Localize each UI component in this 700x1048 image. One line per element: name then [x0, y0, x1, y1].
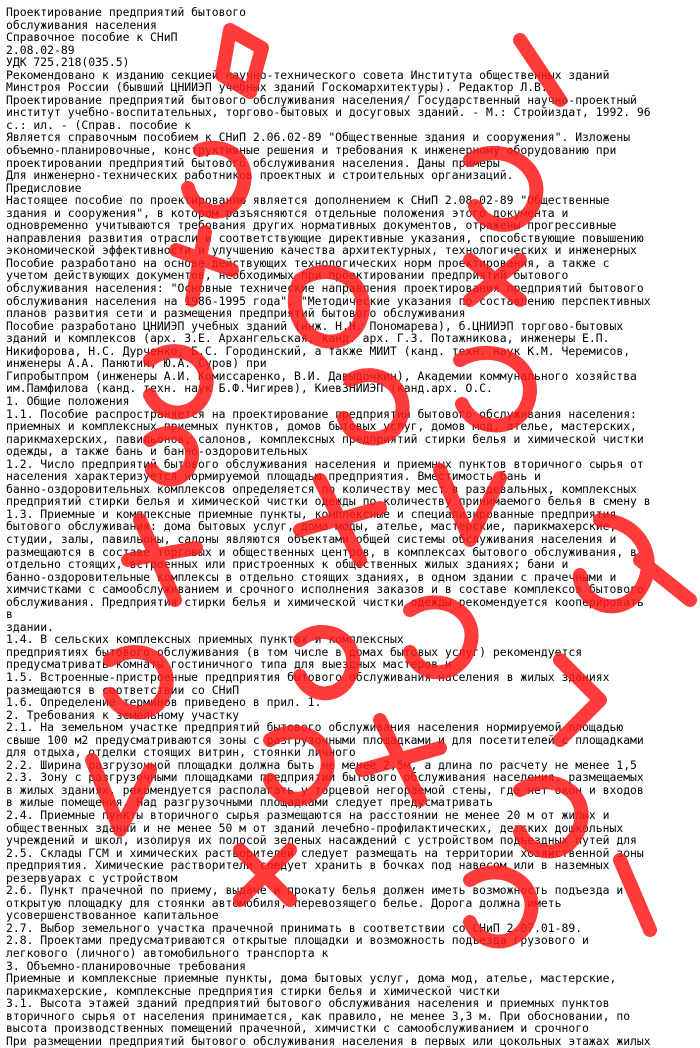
text-line: Гипробытпром (инженеры А.И. Комиссаренко, В.И. Давыдочкин), Академии коммунального хозяйства: [6, 368, 637, 383]
text-line: легкового (личного) автомобильного транспорта к: [6, 946, 329, 961]
text-line: Предисловие: [6, 180, 82, 195]
text-line: Является справочным пособием к СНиП 2.06.02-89 "Общественные здания и сооружения". Изложены: [6, 130, 631, 145]
text-line: 2.4. Приемные пункты вторичного сырья размещаются на расстоянии не менее 20 м от жилых и: [6, 808, 610, 822]
text-line: 1.5. Встроенные-пристроенные предприятия бытового обслуживания населения в жилых зданиях: [6, 669, 610, 684]
text-line: одновременно учитываются требования других нормативных документов, отражены прогрессивные: [6, 218, 617, 233]
text-line: 3. Объемно-планировочные требования: [6, 958, 247, 973]
text-line: им.Памфилова (канд. техн. наук Б.Ф.Чигирев), КиевЗНИИЭП (канд.арх. О.С.: [6, 381, 493, 396]
text-line: 3.1. Высота этажей зданий предприятий бытового обслуживания населения и приемных пунктов: [6, 996, 610, 1011]
text-line: учетом действующих документов, необходимых при проектировании предприятий бытового: [6, 268, 569, 283]
text-line: 1.1. Пособие распространяется на проектирование предприятий бытового обслуживания населения:: [6, 406, 637, 421]
text-line: Для инженерно-технических работников проектных и строительных организаций.: [6, 168, 514, 183]
text-line: 2. Требования к земельному участку: [6, 707, 240, 722]
text-line: в: [6, 607, 13, 622]
text-line: 2.5. Склады ГСМ и химических растворителей следует размещать на территории хозяйственной зоны: [6, 845, 644, 860]
text-line: 2.6. Пункт прачечной по приему, выдаче и прокату белья должен иметь возможность подъезда и: [6, 883, 624, 898]
text-line: парикмахерские, комплексные предприятия стирки белья и химической чистки: [6, 983, 500, 998]
text-line: Приемные и комплексные приемные пункты, дома бытовых услуг, дома мод, ателье, мастерские,: [6, 971, 617, 986]
text-line: отдельно стоящих, встроенных или пристроенных к общественных жилых зданиях; бани и: [6, 557, 569, 572]
text-line: предприятия. Химические растворители следует хранить в бочках под навесом или в наземных: [6, 858, 610, 873]
text-line: экономической эффективности и улучшению качества архитектурных, технологических и инженерных: [6, 243, 637, 258]
text-line: учреждений и школ, изолируя их полосой зеленых насаждений с устройством подъездных путей для: [6, 833, 637, 848]
text-line: 1.2. Число предприятий бытового обслуживания населения и приемных пунктов вторичного сырья от: [6, 456, 644, 471]
text-line: обслуживания населения: [6, 17, 157, 32]
text-line: УДК 725.218(035.5): [6, 55, 130, 70]
text-line: предусматривать комнаты гостиничного типа для выездных мастеров и: [6, 657, 452, 672]
text-line: обслуживания населения на 1986-1995 года", "Методические указания по составлению перспективных: [6, 293, 651, 308]
text-line: вторичного сырья от населения принимается, как правило, не менее 3,3 м. При обосновании, по: [6, 1008, 631, 1023]
text-line: зданий и комплексов (арх. З.Е. Архангельская, канд. арх. Г.З. Потажникова, инженеры Е.П.: [6, 331, 610, 346]
text-line: Никифорова, Н.С. Дурченко, Б.С. Городинский, а также МИИТ (канд. техн. наук К.М. Черемисов,: [6, 343, 631, 358]
text-line: населения характеризуется нормируемой площадью предприятия. Вместимость бань и: [6, 469, 541, 484]
text-line: Проектирование предприятий бытового обслуживания населения/ Государственный научно-проектный: [6, 92, 637, 107]
text-line: 2.1. На земельном участке предприятий бытового обслуживания населения нормируемой площадью: [6, 720, 624, 735]
text-line: 1.3. Приемные и комплексные приемные пункты, комплексные и специализированные предприятия: [6, 506, 617, 521]
text-line: 1.6. Определение терминов приведено в прил. 1.: [6, 695, 322, 710]
text-line: банно-оздоровительные комплексы в отдельно стоящих зданиях, в одном здании с прачечными и: [6, 569, 617, 584]
text-line: обслуживания. Предприятия стирки белья и химической чистки одежды рекомендуется кооперировать: [6, 594, 644, 609]
text-line: приемных и комплексных приемных пунктов, домов бытовых услуг, домов мод, ателье, мастерских,: [6, 419, 637, 434]
text-line: бытового обслуживания: дома бытовых услуг, дома моды, ателье, мастерские, парикмахерские,: [6, 519, 617, 534]
text-line: Пособие разработано ЦНИИЭП учебных зданий (инж. Н.Н. Пономарева), б.ЦНИИЭП торгово-бытовых: [6, 318, 624, 333]
text-line: Пособие разработано на основе действующих технологических норм проектирования, а также с: [6, 255, 610, 270]
text-line: резервуарах с устройством: [6, 870, 178, 885]
text-line: Рекомендовано к изданию секцией научно-технического совета Института общественных зданий: [6, 67, 610, 82]
text-line: химчистками с самообслуживанием и срочного исполнения заказов и в составе комплексов бытового: [6, 582, 644, 597]
text-line: 1.4. В сельских комплексных приемных пунктах и комплексных: [6, 632, 404, 647]
text-line: одежды, а также бань и банно-оздоровительных: [6, 444, 308, 459]
text-line: 2.2. Ширина разгрузочной площадки должна быть не менее 2,5м, а длина по расчету не менее 1,5: [6, 757, 637, 772]
text-line: предприятиях бытового обслуживания (в том числе в домах бытовых услуг) рекомендуется: [6, 644, 583, 659]
text-line: 1. Общие положения: [6, 393, 130, 408]
text-line: 2.8. Проектами предусматриваются открытые площадки и возможность подъезда грузового и: [6, 933, 589, 948]
text-line: При размещении предприятий бытового обслуживания населения в первых или цокольных этажах жилых: [6, 1033, 651, 1048]
text-line: Справочное пособие к СНиП: [6, 30, 178, 45]
text-line: усовершенствованное капитальное: [6, 908, 219, 923]
text-line: студии, залы, павильоны, салоны являются объектами общей системы обслуживания населения и: [6, 531, 617, 546]
text-line: в жилых зданиях, рекомендуется располагать у торцевой негораемой стены, где нет окон и входов: [6, 782, 644, 797]
text-line: Минстроя России (бывший ЦНИИЭП учебных зданий Госкомархитектуры). Редактор Л.В.: [6, 80, 548, 95]
text-line: объемно-планировочные, конструктивные решения и требования к инженерному оборудованию при: [6, 143, 617, 158]
text-line: здании.: [6, 619, 55, 634]
text-line: в жилые помещения. Над разгрузочными площадками следует предусматривать: [6, 795, 493, 810]
text-line: планов развития сети и размещения предприятий бытового обслуживания: [6, 306, 466, 321]
text-line: 2.7. Выбор земельного участка прачечной принимать в соответствии со СНиП 2.07.01-89.: [6, 920, 583, 935]
text-line: открытую площадку для стоянки автомобиля, перевозящего белье. Дорога должна иметь: [6, 895, 562, 910]
text-line: 2.3. Зону с разгрузочными площадками предприятий бытового обслуживания населения, размещаемых: [6, 770, 644, 785]
text-line: проектировании предприятий бытового обслуживания населения. Даны примеры: [6, 155, 500, 170]
text-line: институт учебно-воспитательных, торгово-бытовых и досуговых зданий. - М.: Стройиздат, 1992. 96: [6, 105, 651, 120]
text-line: парикмахерских, павильонов, салонов, комплексных предприятий стирки белья и химической чистки: [6, 431, 644, 446]
text-line: размещаются в составе торговых и общественных центров, в комплексах бытового обслуживания, в: [6, 544, 637, 559]
text-line: свыше 100 м2 предусматриваются зоны с разгрузочными площадками и для посетителей с площадками: [6, 732, 644, 747]
text-line: размещаются в соответствии со СНиП: [6, 682, 240, 697]
text-line: обслуживания населения: "Основные технические направления проектирования предприятий бытового: [6, 281, 644, 296]
text-line: высота производственных помещений прачечной, химчистки с самообслуживанием и срочного: [6, 1021, 589, 1036]
text-line: общественных зданий и не менее 50 м от зданий лечебно-профилактических, детских дошкольных: [6, 820, 624, 835]
text-line: предприятий стирки белья и химической чистки одежды по количеству принимаемого белья в смену в: [6, 494, 651, 509]
text-line: инженеры А.А. Панютин, Ю.А. Суров) при: [6, 356, 267, 371]
text-line: здания и сооружения", в котором разъясняются отдельные положения этого документа и: [6, 205, 569, 220]
text-line: 2.08.02-89: [6, 42, 75, 57]
text-line: Проектирование предприятий бытового: [6, 5, 247, 19]
text-line: с.: ил. - (Справ. пособие к: [6, 117, 192, 132]
text-line: банно-оздоровительных комплексов определяется по количеству мест в раздевальных, комплексных: [6, 481, 637, 496]
text-line: направления развития отрасли и соответствующие директивные указания, способствующие повышению: [6, 230, 644, 245]
text-line: Настоящее пособие по проектированию является дополнением к СНиП 2.08.02-89 "Общественные: [6, 193, 610, 208]
text-line: для отдыха, отделки стоящих витрин, стоянки личного: [6, 745, 356, 760]
